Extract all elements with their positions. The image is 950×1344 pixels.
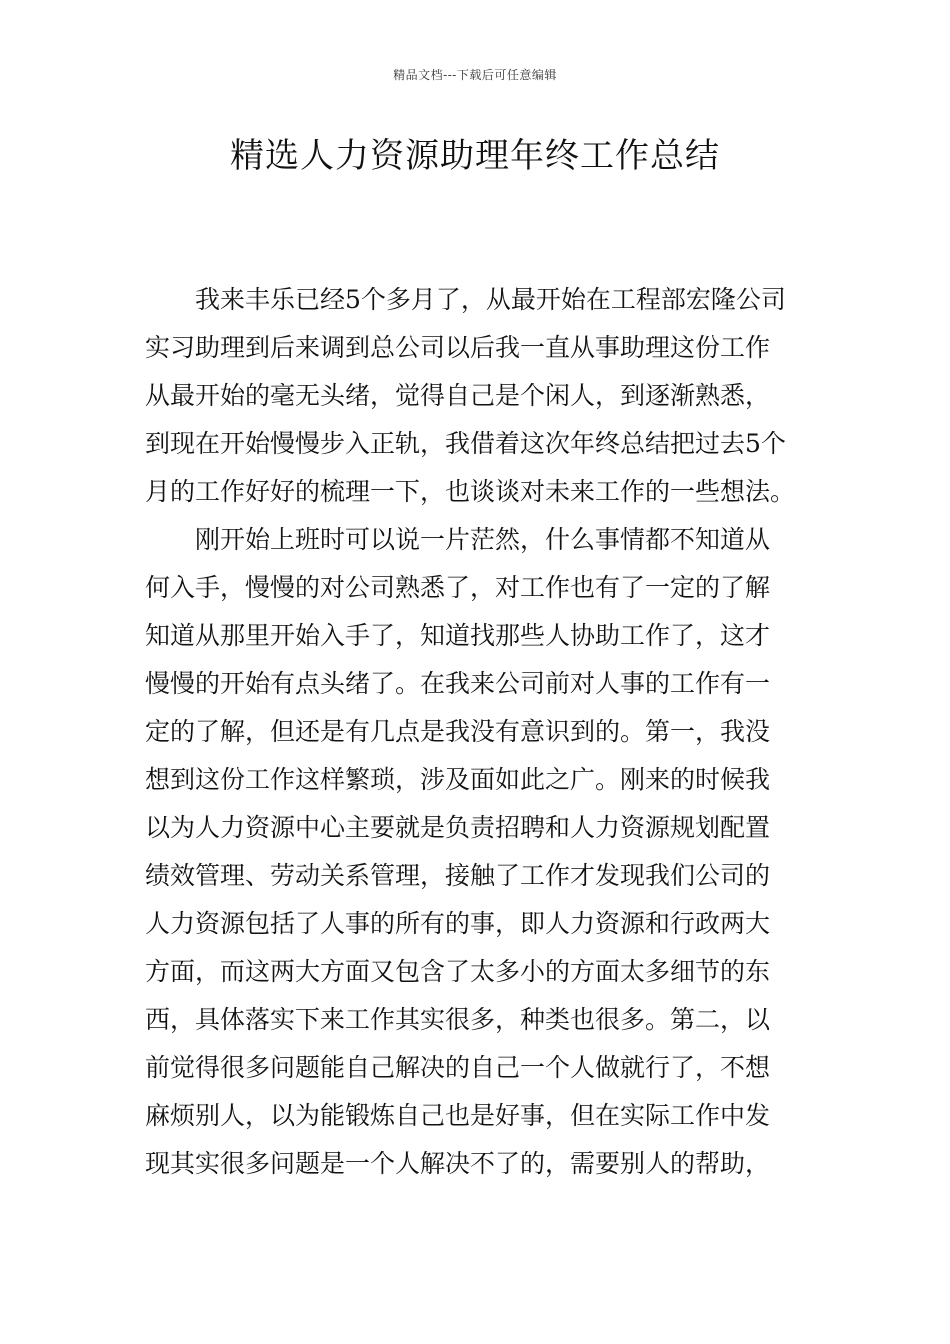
body-line: 从最开始的毫无头绪，觉得自己是个闲人，到逐渐熟悉，	[145, 381, 771, 410]
body-line: 麻烦别人，以为能锻炼自己也是好事，但在实际工作中发	[145, 1101, 771, 1130]
body-line: 到现在开始慢慢步入正轨，我借着这次年终总结把过去5个	[145, 429, 786, 458]
body-line: 慢慢的开始有点头绪了。在我来公司前对人事的工作有一	[145, 669, 771, 698]
body-line: 月的工作好好的梳理一下，也谈谈对未来工作的一些想法。	[145, 477, 796, 506]
document-title: 精选人力资源助理年终工作总结	[230, 136, 720, 176]
body-line: 方面，而这两大方面又包含了太多小的方面太多细节的东	[145, 957, 771, 986]
body-line: 以为人力资源中心主要就是负责招聘和人力资源规划配置	[145, 813, 771, 842]
body-line: 西，具体落实下来工作其实很多，种类也很多。第二，以	[145, 1005, 771, 1034]
body-line: 现其实很多问题是一个人解决不了的，需要别人的帮助，	[145, 1149, 771, 1178]
header-note: 精品文档---下载后可任意编辑	[393, 68, 557, 82]
body-line: 刚开始上班时可以说一片茫然，什么事情都不知道从	[195, 525, 771, 554]
body-line: 前觉得很多问题能自己解决的自己一个人做就行了，不想	[145, 1053, 771, 1082]
body-line: 绩效管理、劳动关系管理，接触了工作才发现我们公司的	[145, 861, 771, 890]
body-line: 人力资源包括了人事的所有的事，即人力资源和行政两大	[145, 909, 771, 938]
body-line: 知道从那里开始入手了，知道找那些人协助工作了，这才	[145, 621, 771, 650]
document-body	[145, 280, 805, 1192]
body-line: 实习助理到后来调到总公司以后我一直从事助理这份工作	[145, 333, 771, 362]
body-line: 何入手，慢慢的对公司熟悉了，对工作也有了一定的了解	[145, 573, 771, 602]
body-line: 想到这份工作这样繁琐，涉及面如此之广。刚来的时候我	[145, 765, 771, 794]
body-line: 我来丰乐已经5个多月了，从最开始在工程部宏隆公司	[195, 285, 786, 314]
body-line: 定的了解，但还是有几点是我没有意识到的。第一，我没	[145, 717, 771, 746]
